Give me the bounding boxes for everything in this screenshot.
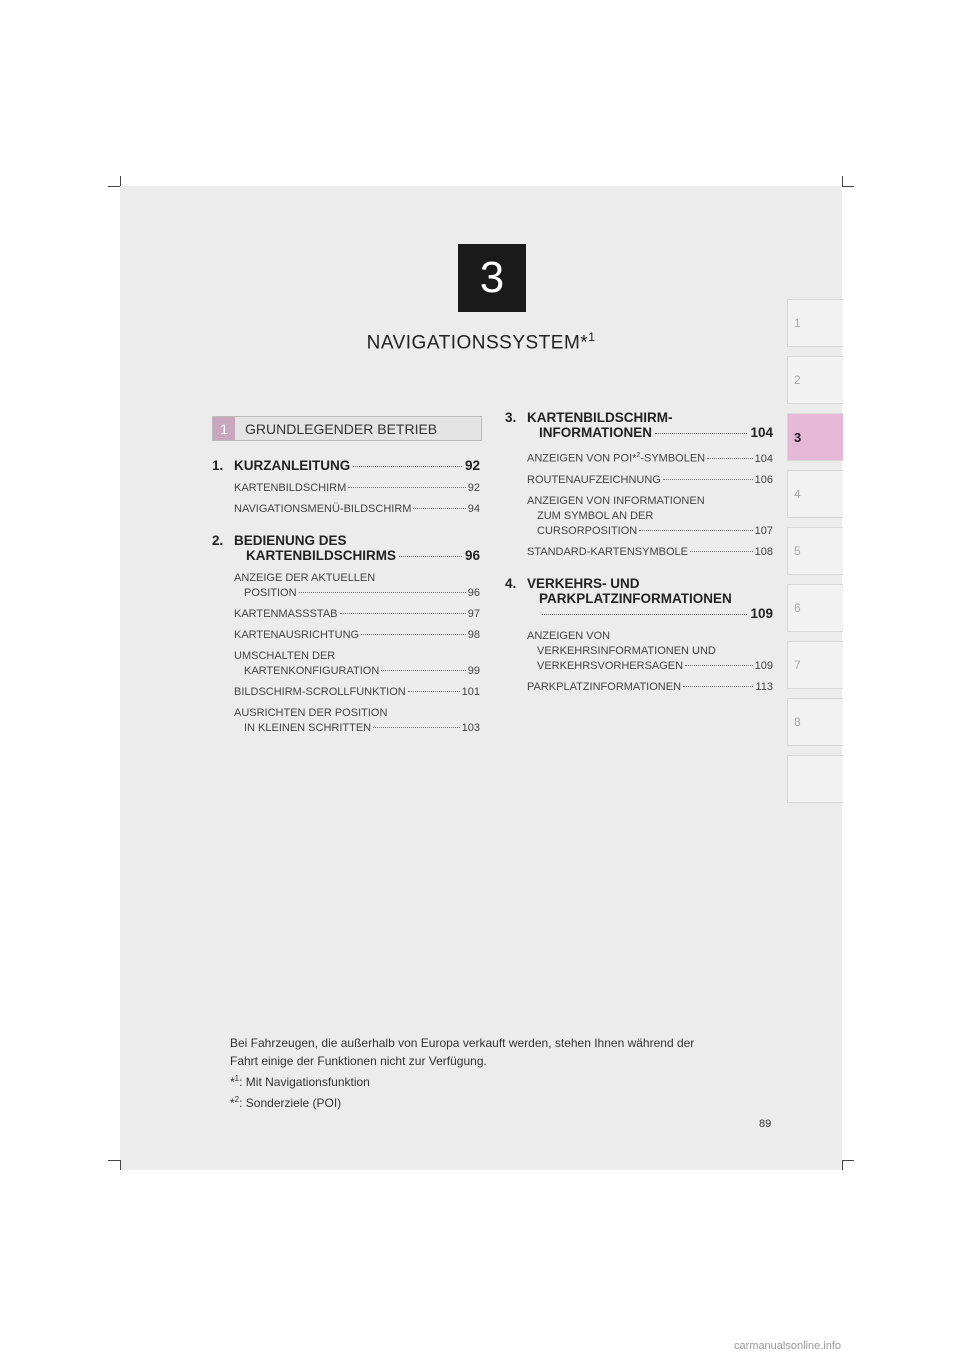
- leader-dots: [690, 551, 753, 552]
- toc-sub-entry[interactable]: [234, 481, 480, 496]
- toc-sub-title: CURSORPOSITION: [537, 524, 638, 537]
- chapter-tab-1[interactable]: 1: [787, 299, 843, 347]
- toc-sub-page: 99: [467, 665, 480, 677]
- crop-mark: [108, 1160, 120, 1161]
- leader-dots: [663, 479, 753, 480]
- crop-mark: [120, 176, 121, 186]
- toc-chapter-page: 92: [464, 458, 480, 473]
- toc-chapter-title: KARTENBILDSCHIRMS: [246, 548, 396, 563]
- toc-sub-title: UMSCHALTEN DER: [234, 650, 336, 662]
- toc-sub-page: 106: [754, 473, 773, 486]
- toc-chapter-entry[interactable]: [212, 533, 480, 563]
- leader-dots: [685, 665, 753, 666]
- toc-sub-page: 109: [754, 659, 773, 672]
- toc-sub-title: VERKEHRSVORHERSAGEN: [537, 659, 684, 672]
- toc-sub-page: 113: [755, 680, 773, 693]
- toc-chapter-entry[interactable]: [212, 458, 480, 473]
- footnote-1-mark: *: [230, 1075, 235, 1089]
- toc-chapter-entry[interactable]: [505, 576, 773, 621]
- toc-sub-title: ROUTENAUFZEICHNUNG: [527, 473, 661, 486]
- toc-sub-page: 107: [754, 524, 773, 537]
- toc-sub-title: BILDSCHIRM-SCROLLFUNKTION: [234, 686, 406, 698]
- toc-chapter-title: INFORMATIONEN: [539, 425, 652, 440]
- toc-sub-page: 101: [461, 686, 480, 698]
- crop-mark: [842, 1160, 843, 1170]
- crop-mark: [120, 1160, 121, 1170]
- toc-chapter-title: PARKPLATZINFORMATIONEN: [539, 590, 732, 606]
- leader-dots: [655, 433, 747, 434]
- footnote-ref-2: 2: [636, 452, 641, 459]
- leader-dots: [361, 634, 466, 635]
- toc-sub-entry[interactable]: [234, 502, 480, 517]
- toc-left-column: [212, 458, 480, 752]
- toc-sub-title: KARTENAUSRICHTUNG: [234, 629, 360, 641]
- toc-chapter-title: BEDIENUNG DES: [234, 533, 347, 548]
- chapter-tab-4[interactable]: 4: [787, 470, 843, 518]
- footnote-2-mark: *: [230, 1096, 235, 1110]
- page-number: 89: [759, 1118, 772, 1130]
- leader-dots: [381, 670, 465, 671]
- footnote-2: [230, 1091, 770, 1112]
- chapter-title: [120, 330, 842, 354]
- toc-sub-title: ANZEIGE DER AKTUELLEN: [234, 572, 376, 584]
- leader-dots: [683, 686, 753, 687]
- leader-dots: [399, 556, 462, 557]
- toc-sub-entry[interactable]: [527, 448, 773, 467]
- toc-sub-title: VERKEHRSINFORMATIONEN UND: [537, 644, 716, 657]
- toc-chapter-number: 4.: [505, 575, 517, 591]
- toc-sub-page: 108: [754, 545, 773, 558]
- toc-sub-title: POSITION: [244, 587, 297, 599]
- toc-sub-page: 94: [467, 503, 480, 515]
- footnote-1-sup: 1: [234, 1074, 240, 1083]
- chapter-tab-3[interactable]: 3: [787, 413, 843, 461]
- crop-mark: [842, 1160, 854, 1161]
- crop-mark: [108, 186, 120, 187]
- leader-dots: [299, 592, 466, 593]
- toc-sub-entry[interactable]: [527, 545, 773, 560]
- footnote-note-2: Fahrt einige der Funktionen nicht zur Verfügung.: [230, 1054, 487, 1068]
- chapter-tab-6[interactable]: 6: [787, 584, 843, 632]
- toc-sub-entry[interactable]: [527, 629, 773, 674]
- toc-sub-entry[interactable]: [234, 649, 480, 679]
- footnote-2-text: : Sonderziele (POI): [239, 1096, 342, 1110]
- toc-sub-title: ANZEIGEN VON: [527, 629, 611, 642]
- footnote-2-sup: 2: [234, 1095, 240, 1104]
- section-number: 1: [213, 417, 235, 440]
- footnote-1: [230, 1070, 770, 1091]
- toc-right-column: [505, 410, 773, 711]
- toc-chapter-page: 96: [464, 548, 480, 563]
- crop-mark: [842, 186, 854, 187]
- leader-dots: [348, 487, 465, 488]
- toc-chapter-title: KURZANLEITUNG: [234, 458, 351, 473]
- leader-dots: [542, 614, 747, 615]
- toc-sub-title: NAVIGATIONSMENÜ-BILDSCHIRM: [234, 503, 412, 515]
- leader-dots: [340, 613, 466, 614]
- toc-chapter-number: 2.: [212, 533, 224, 548]
- toc-sub-entry[interactable]: [234, 706, 480, 736]
- toc-chapter-number: 1.: [212, 458, 224, 473]
- leader-dots: [408, 691, 460, 692]
- toc-chapter-title: VERKEHRS- UND: [527, 575, 640, 591]
- toc-sub-title: ANZEIGEN VON POI*$^2$-SYMBOLEN: [527, 452, 706, 465]
- toc-chapter-page: 109: [750, 605, 773, 621]
- leader-dots: [639, 530, 752, 531]
- watermark: carmanualsonline.info: [734, 1340, 842, 1352]
- toc-sub-page: 104: [754, 452, 773, 465]
- toc-sub-entry[interactable]: [527, 494, 773, 539]
- toc-chapter-number: 3.: [505, 410, 517, 425]
- toc-sub-entry[interactable]: [527, 680, 773, 695]
- toc-sub-entry[interactable]: [234, 685, 480, 700]
- chapter-number: 3: [479, 253, 505, 302]
- leader-dots: [413, 508, 465, 509]
- chapter-tab-2[interactable]: 2: [787, 356, 843, 404]
- footnotes: [230, 1034, 770, 1112]
- toc-chapter-entry[interactable]: [505, 410, 773, 440]
- crop-mark: [842, 176, 843, 186]
- leader-dots: [353, 466, 462, 467]
- section-header: [212, 416, 482, 441]
- toc-sub-page: 92: [467, 482, 480, 494]
- chapter-tab-7[interactable]: 7: [787, 641, 843, 689]
- toc-sub-title: KARTENKONFIGURATION: [244, 665, 380, 677]
- toc-sub-title: STANDARD-KARTENSYMBOLE: [527, 545, 688, 558]
- toc-sub-entry[interactable]: [527, 473, 773, 488]
- toc-sub-entry[interactable]: [234, 628, 480, 643]
- toc-chapter-page: 104: [750, 425, 773, 440]
- toc-sub-title: ANZEIGEN VON INFORMATIONEN: [527, 494, 705, 507]
- toc-sub-title: AUSRICHTEN DER POSITION: [234, 707, 388, 719]
- leader-dots: [707, 458, 753, 459]
- toc-sub-page: 98: [467, 629, 480, 641]
- toc-chapter-title: KARTENBILDSCHIRM-: [527, 410, 673, 425]
- chapter-title-sup: 1: [588, 330, 596, 344]
- toc-sub-title: PARKPLATZINFORMATIONEN: [527, 680, 682, 693]
- toc-sub-title: KARTENBILDSCHIRM: [234, 482, 347, 494]
- leader-dots: [373, 727, 460, 728]
- toc-sub-entry[interactable]: [234, 571, 480, 601]
- chapter-title-text: NAVIGATIONSSYSTEM*: [366, 332, 589, 354]
- chapter-tab-8[interactable]: 8: [787, 698, 843, 746]
- footnote-note-1: Bei Fahrzeugen, die außerhalb von Europa verkauft werden, stehen Ihnen während der: [230, 1036, 695, 1050]
- section-label: GRUNDLEGENDER BETRIEB: [245, 420, 438, 437]
- toc-sub-page: 97: [467, 608, 480, 620]
- chapter-tabs: [787, 299, 843, 812]
- chapter-tab-blank[interactable]: [787, 755, 843, 803]
- chapter-number-box: [458, 244, 526, 312]
- toc-sub-page: 96: [467, 587, 480, 599]
- chapter-tab-5[interactable]: 5: [787, 527, 843, 575]
- footnote-1-text: : Mit Navigationsfunktion: [239, 1075, 370, 1089]
- toc-sub-title: IN KLEINEN SCHRITTEN: [244, 722, 372, 734]
- toc-sub-title: ZUM SYMBOL AN DER: [537, 509, 654, 522]
- toc-sub-entry[interactable]: [234, 607, 480, 622]
- toc-sub-page: 103: [461, 722, 480, 734]
- toc-sub-title: KARTENMASSSTAB: [234, 608, 338, 620]
